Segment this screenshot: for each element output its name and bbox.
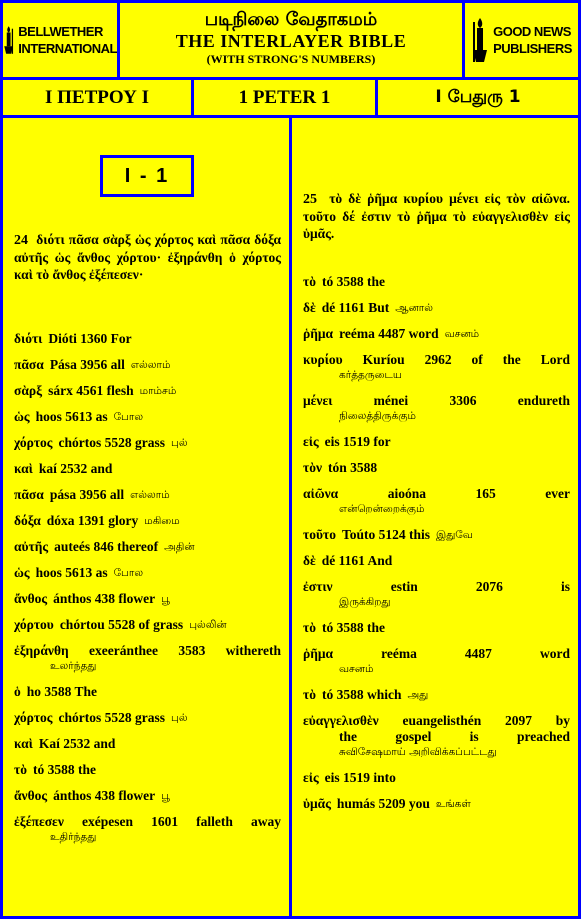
tamil-gloss: எல்லாம் xyxy=(130,359,171,371)
gloss-part: is xyxy=(560,579,570,594)
greek-word: ὑμᾶς xyxy=(303,796,331,811)
greek-word: εἰς xyxy=(303,770,319,785)
gloss: ho 3588 The xyxy=(26,684,98,699)
tamil-gloss: இருக்கிறது xyxy=(339,596,391,608)
verse-number: 25 xyxy=(303,192,317,207)
tamil-gloss: நிலைத்திருக்கும் xyxy=(339,410,416,422)
gloss: pása 3956 all xyxy=(49,487,125,502)
bellwether-logo-box xyxy=(0,0,120,80)
greek-word: ῥῆμα xyxy=(303,646,334,661)
tamil-gloss: புல் xyxy=(171,712,188,724)
greek-word: καὶ xyxy=(14,461,33,476)
tamil-gloss: மகிமை xyxy=(144,515,180,527)
goodnews-logo-box xyxy=(462,0,581,80)
gloss: auteés 846 thereof xyxy=(54,539,159,554)
gloss: dé 1161 And xyxy=(321,553,393,568)
book-english: 1 PETER 1 xyxy=(238,86,331,108)
gloss-part: exépesen xyxy=(81,814,133,829)
tamil-gloss: புல் xyxy=(171,437,188,449)
word-entry xyxy=(14,684,281,700)
greek-word: μένει xyxy=(303,393,333,408)
tamil-gloss: வசனம் xyxy=(444,328,480,340)
gloss-part: away xyxy=(251,814,281,829)
gloss: dóxa 1391 glory xyxy=(46,513,139,528)
gloss: eis 1519 into xyxy=(324,770,396,785)
gloss: tó 3588 which xyxy=(321,687,402,702)
greek-word: δὲ xyxy=(303,300,316,315)
gloss-part: exeeránthee xyxy=(89,643,158,658)
word-list-right xyxy=(303,274,570,822)
word-entry xyxy=(303,460,570,476)
gloss-part: by xyxy=(555,713,570,728)
gloss: kaí 2532 and xyxy=(38,461,113,476)
word-entry xyxy=(303,553,570,569)
gloss-part: withereth xyxy=(225,643,281,658)
gloss-part: 4487 xyxy=(464,646,492,661)
tamil-title: படிநிலை வேதாகமம் xyxy=(204,9,378,30)
word-entry xyxy=(14,461,281,477)
word-entry xyxy=(303,579,570,610)
tamil-gloss: சுவிசேஷமாய் அறிவிக்கப்பட்டது xyxy=(339,746,497,758)
word-entry xyxy=(14,435,281,451)
tamil-gloss: அதின் xyxy=(164,541,195,553)
gloss: ánthos 438 flower xyxy=(53,591,156,606)
word-entry xyxy=(14,814,281,845)
gloss: chórtos 5528 grass xyxy=(58,710,165,725)
word-entry xyxy=(303,300,570,316)
greek-word: χόρτος xyxy=(14,435,53,450)
gloss: Dióti 1360 For xyxy=(48,331,132,346)
gloss-part: 3306 xyxy=(449,393,477,408)
bible-subtitle: (WITH STRONG'S NUMBERS) xyxy=(206,52,376,66)
gloss: hoos 5613 as xyxy=(35,565,108,580)
greek-word: αὐτῆς xyxy=(14,539,49,554)
gloss-part: 165 xyxy=(475,486,496,501)
gloss-part: aioóna xyxy=(387,486,426,501)
verse-text: διότι πᾶσα σὰρξ ὡς χόρτος καὶ πᾶσα δόξα αὐτῆς ὡς ἄνθος χόρτου· ἐξηράνθη ὁ χόρτος καὶ τὸ ἄνθος ἐξέπεσεν· xyxy=(14,232,282,282)
gloss-continuation: the gospel is preached xyxy=(339,729,570,744)
tamil-gloss: என்றென்றைக்கும் xyxy=(339,503,425,515)
gloss: tó 3588 the xyxy=(321,274,385,289)
greek-word: πᾶσα xyxy=(14,357,44,372)
greek-word: εὐαγγελισθὲν xyxy=(303,713,379,728)
greek-word: χόρτου xyxy=(14,617,54,632)
tamil-gloss: உதிர்ந்தது xyxy=(50,831,97,843)
gloss: humás 5209 you xyxy=(336,796,430,811)
greek-word: ἐστιν xyxy=(303,579,333,594)
logo-line-1: GOOD NEWS xyxy=(493,24,571,39)
tamil-gloss: உங்கள் xyxy=(435,798,471,810)
greek-word: χόρτος xyxy=(14,710,53,725)
word-entry xyxy=(14,331,281,347)
word-list-left xyxy=(14,331,281,855)
word-entry xyxy=(303,274,570,290)
logo-line-2: PUBLISHERS xyxy=(493,41,572,56)
tamil-gloss: போல xyxy=(113,411,144,423)
word-entry xyxy=(14,357,281,373)
tamil-gloss: பூ xyxy=(161,790,170,802)
greek-word: τὸ xyxy=(303,687,316,702)
word-entry xyxy=(14,617,281,633)
greek-word: καὶ xyxy=(14,736,33,751)
logo-line-2: INTERNATIONAL xyxy=(18,41,117,56)
gloss-part: ever xyxy=(545,486,570,501)
gloss-part: the xyxy=(502,352,521,367)
greek-word: τὸν xyxy=(303,460,323,475)
bellwether-logo xyxy=(3,3,117,77)
word-entry xyxy=(14,539,281,555)
greek-word: ἐξηράνθη xyxy=(14,643,69,658)
verse-number: 24 xyxy=(14,233,28,248)
greek-word: ἐξέπεσεν xyxy=(14,814,64,829)
greek-word: τὸ xyxy=(14,762,27,777)
greek-word: σὰρξ xyxy=(14,383,43,398)
word-entry xyxy=(303,434,570,450)
book-tamil: I பேதுரு 1 xyxy=(435,86,521,107)
gloss: Toúto 5124 this xyxy=(341,527,430,542)
shepherd-icon xyxy=(3,16,14,64)
greek-word: πᾶσα xyxy=(14,487,44,502)
book-english-box xyxy=(191,77,378,118)
word-entry xyxy=(303,486,570,517)
tamil-gloss: வசனம் xyxy=(339,663,374,675)
greek-word: ῥῆμα xyxy=(303,326,334,341)
bible-title: THE INTERLAYER BIBLE xyxy=(175,31,407,51)
greek-word: διότι xyxy=(14,331,43,346)
word-entry xyxy=(14,383,281,399)
gloss: ánthos 438 flower xyxy=(53,788,156,803)
shepherd-icon xyxy=(471,16,489,64)
gloss-part: word xyxy=(539,646,570,661)
gloss: Pása 3956 all xyxy=(49,357,125,372)
greek-word: ἄνθος xyxy=(14,788,48,803)
tamil-gloss: அது xyxy=(407,689,429,701)
word-entry xyxy=(14,591,281,607)
chapter-badge: I - 1 xyxy=(100,155,194,197)
greek-word: αἰῶνα xyxy=(303,486,339,501)
greek-word: τὸ xyxy=(303,620,316,635)
tamil-gloss: இதுவே xyxy=(435,529,473,541)
book-greek-box xyxy=(0,77,194,118)
gloss: chórtos 5528 grass xyxy=(58,435,165,450)
word-entry xyxy=(303,620,570,636)
greek-word: ὡς xyxy=(14,565,30,580)
greek-word: τοῦτο xyxy=(303,527,336,542)
tamil-gloss: எல்லாம் xyxy=(130,489,170,501)
gloss-part: reéma xyxy=(381,646,417,661)
verse-text: τὸ δὲ ῥῆμα κυρίου μένει εἰς τὸν αἰῶνα. τοῦτο δέ ἐστιν τὸ ῥῆμα τὸ εὐαγγελισθὲν εἰς ὑμᾶς. xyxy=(303,191,570,241)
word-entry xyxy=(14,736,281,752)
gloss-part: falleth xyxy=(196,814,233,829)
gloss: reéma 4487 word xyxy=(339,326,439,341)
gloss-part: of xyxy=(471,352,483,367)
tamil-gloss: பூ xyxy=(161,593,170,605)
gloss: tón 3588 xyxy=(328,460,378,475)
gloss-part: 2097 xyxy=(504,713,532,728)
word-entry xyxy=(14,565,281,581)
word-entry xyxy=(303,770,570,786)
greek-word: ἄνθος xyxy=(14,591,48,606)
gloss: tó 3588 the xyxy=(32,762,96,777)
gloss-part: Kuríou xyxy=(362,352,405,367)
gloss: Kaí 2532 and xyxy=(38,736,116,751)
tamil-gloss: கர்த்தருடைய xyxy=(339,369,402,381)
word-entry xyxy=(303,687,570,703)
gloss: eis 1519 for xyxy=(324,434,391,449)
book-tamil-box xyxy=(375,77,581,118)
tamil-gloss: ஆனால் xyxy=(395,302,433,314)
word-entry xyxy=(14,788,281,804)
word-entry xyxy=(14,643,281,674)
gloss-part: endureth xyxy=(517,393,570,408)
tamil-gloss: போல xyxy=(113,567,144,579)
word-entry xyxy=(14,710,281,726)
word-entry xyxy=(14,409,281,425)
greek-word: ὁ xyxy=(14,684,21,699)
gloss-part: Lord xyxy=(540,352,570,367)
word-entry xyxy=(303,646,570,677)
gloss-part: 1601 xyxy=(151,814,179,829)
gloss-part: 3583 xyxy=(178,643,206,658)
word-entry xyxy=(303,326,570,342)
greek-word: δόξα xyxy=(14,513,41,528)
tamil-gloss: உலர்ந்தது xyxy=(50,660,97,672)
gloss-part: estin xyxy=(390,579,418,594)
word-entry xyxy=(303,527,570,543)
word-entry xyxy=(14,513,281,529)
word-entry xyxy=(303,713,570,760)
gloss-part: 2076 xyxy=(475,579,503,594)
goodnews-logo xyxy=(465,3,578,77)
tamil-gloss: மாம்சம் xyxy=(139,385,177,397)
left-column xyxy=(0,115,292,919)
gloss: tó 3588 the xyxy=(321,620,385,635)
greek-word: κυρίου xyxy=(303,352,343,367)
word-entry xyxy=(303,393,570,424)
greek-word: τὸ xyxy=(303,274,316,289)
tamil-gloss: புல்லின் xyxy=(189,619,227,631)
book-greek: Ι ΠΕΤΡΟΥ Ι xyxy=(44,86,150,108)
gloss-part: ménei xyxy=(373,393,409,408)
gloss-part: euangelisthén xyxy=(402,713,482,728)
greek-word: ὡς xyxy=(14,409,30,424)
greek-word: δὲ xyxy=(303,553,316,568)
gloss: sárx 4561 flesh xyxy=(48,383,134,398)
word-entry xyxy=(14,487,281,503)
gloss: hoos 5613 as xyxy=(35,409,108,424)
logo-line-1: BELLWETHER xyxy=(18,24,103,39)
right-column xyxy=(289,115,581,919)
greek-word: εἰς xyxy=(303,434,319,449)
verse-25 xyxy=(303,190,570,242)
word-entry xyxy=(14,762,281,778)
gloss: dé 1161 But xyxy=(321,300,390,315)
verse-24 xyxy=(14,231,281,283)
title-box xyxy=(117,0,465,80)
gloss: chórtou 5528 of grass xyxy=(59,617,184,632)
gloss-part: 2962 xyxy=(424,352,452,367)
word-entry xyxy=(303,796,570,812)
word-entry xyxy=(303,352,570,383)
